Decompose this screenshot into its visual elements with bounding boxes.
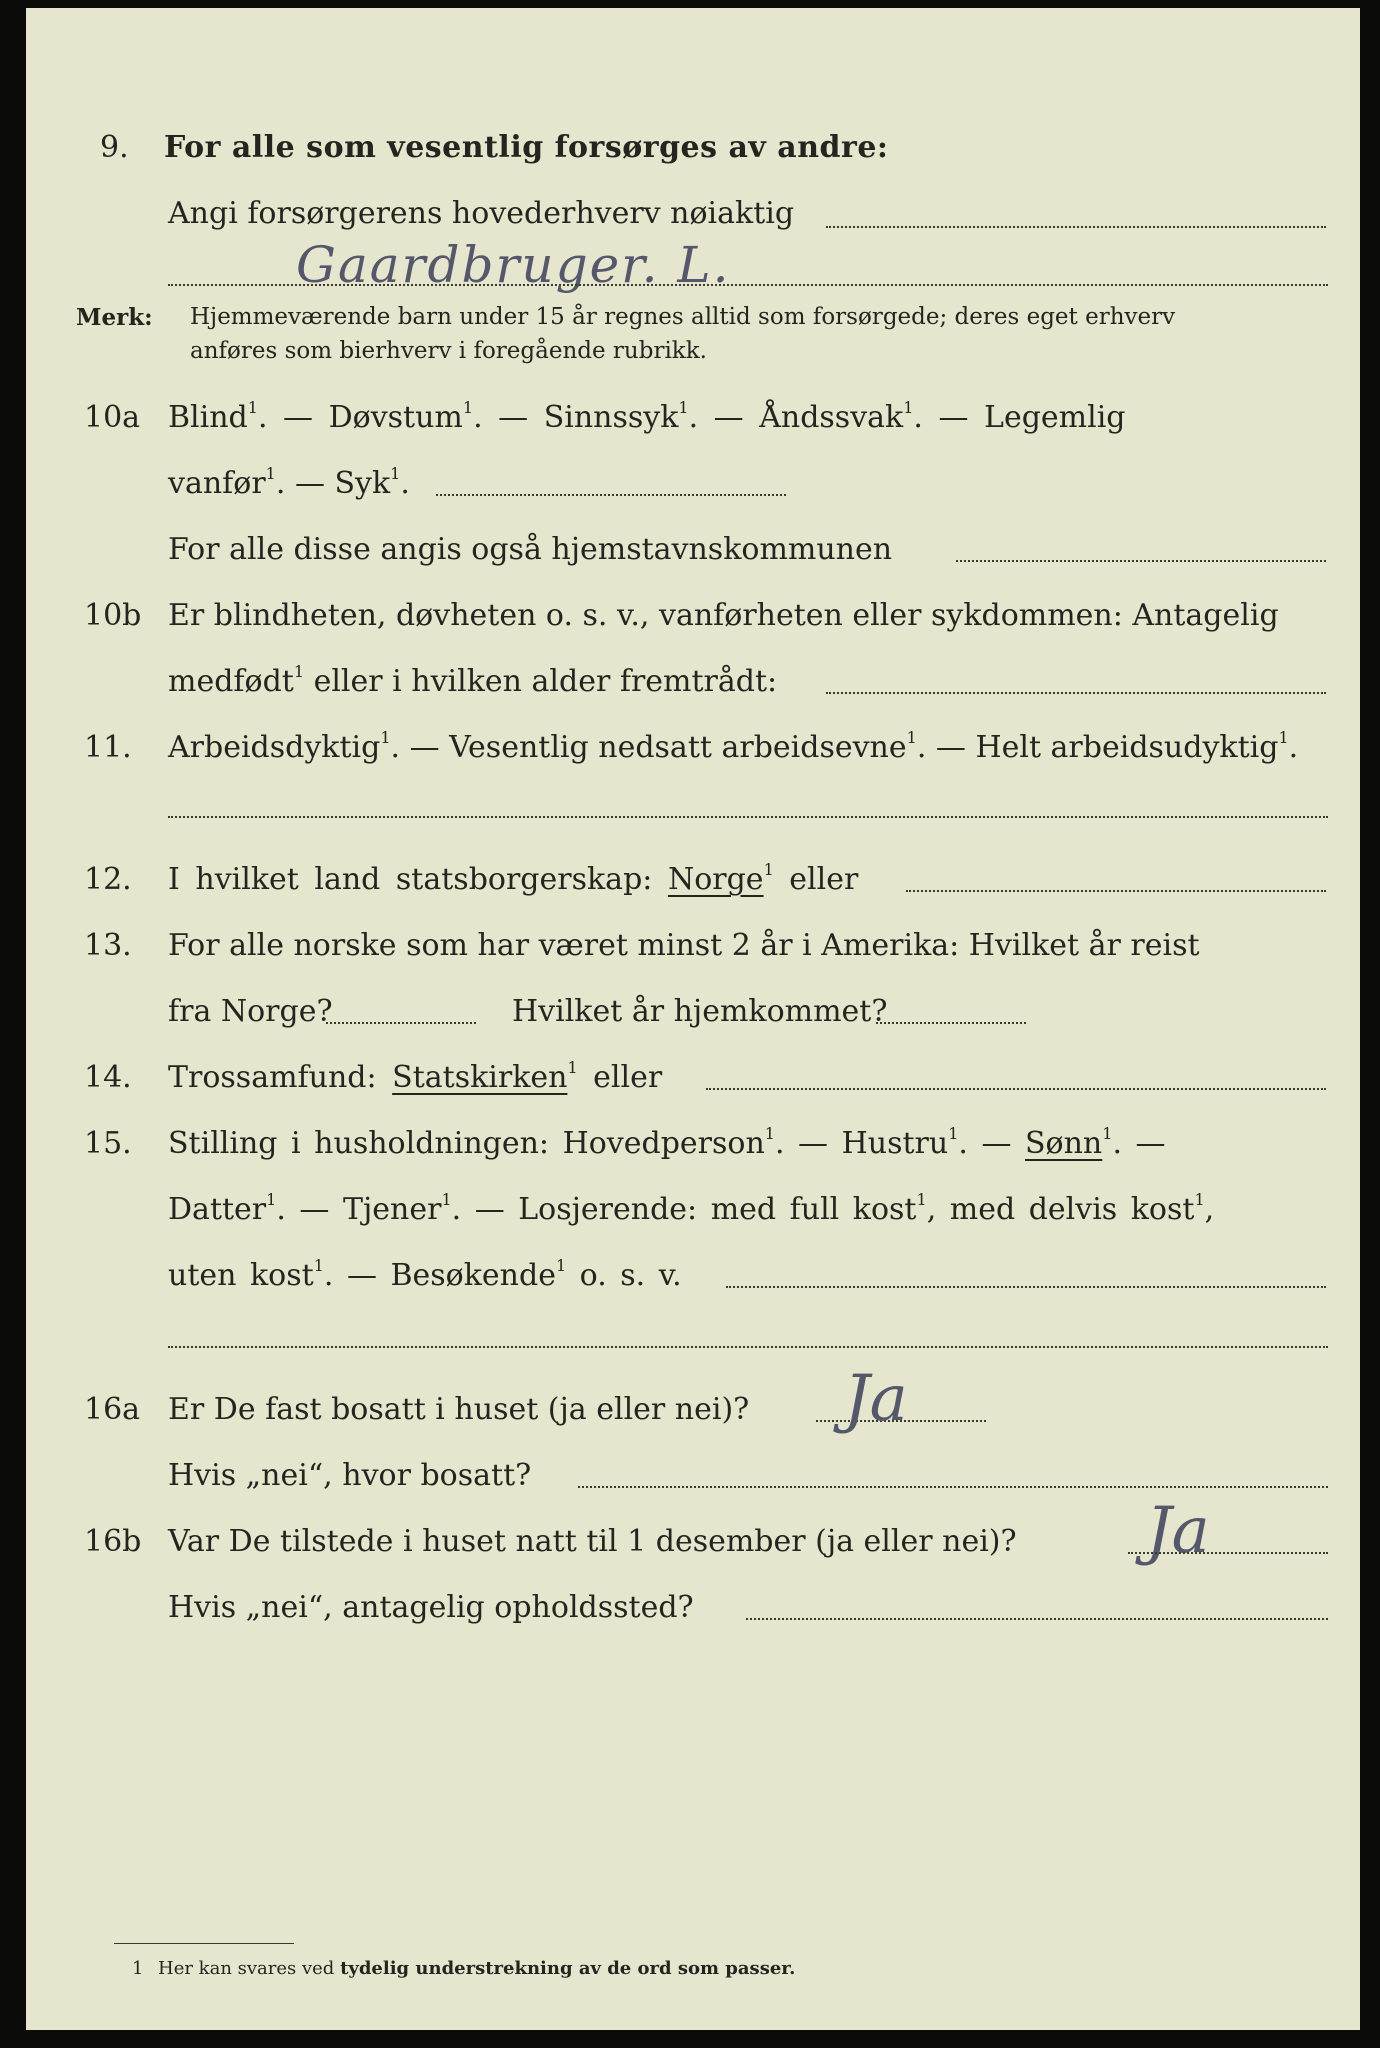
q14-fill-line — [706, 1088, 1326, 1090]
option-norge: Norge — [667, 862, 764, 897]
q16a-bosatt-line — [578, 1486, 1328, 1488]
option-losjerende: Losjerende: — [518, 1192, 698, 1227]
option-syk: Syk — [334, 466, 391, 501]
option-sinnssyk: Sinnssyk — [543, 400, 679, 435]
option-hovedperson: Hovedperson — [562, 1126, 765, 1161]
q15-line-1: Stilling i husholdningen: Hovedperson$^1$. — Hustru$^1$. — Sønn$^1$. — — [168, 1124, 1166, 1161]
q16b-handwritten-answer: Ja — [1146, 1494, 1210, 1568]
q10a-line-2: vanfør$^1$. — Syk$^1$. — [168, 464, 410, 501]
q16a-line-1: Er De fast bosatt i huset (ja eller nei)? — [168, 1392, 750, 1427]
q9-number: 9. — [100, 130, 129, 165]
q15-line-3: uten kost$^1$. — Besøkende$^1$ o. s. v. — [168, 1256, 682, 1293]
q9-title: For alle som vesentlig forsørges av andre: — [164, 130, 889, 165]
q10a-line-3: For alle disse angis også hjemstavnskommunen — [168, 532, 893, 567]
q9-fill-line — [826, 226, 1326, 228]
q10b-line-2: medfødt$^1$ eller i hvilken alder fremtrådt: — [168, 662, 778, 699]
q10b-number: 10b — [84, 598, 142, 633]
option-full-kost: med full kost — [710, 1192, 917, 1227]
q15-extra-line — [168, 1346, 1328, 1348]
option-medfodt: medfødt — [168, 664, 294, 699]
q16a-handwritten-answer: Ja — [844, 1362, 908, 1436]
census-form-page — [26, 8, 1360, 2030]
q10a-kommune-line — [956, 560, 1326, 562]
q10a-syk-line — [436, 494, 786, 496]
option-vanfor: vanfør — [168, 466, 266, 501]
option-uten-kost: uten kost — [168, 1258, 314, 1293]
footnote-mark: 1 — [132, 1958, 144, 1979]
q9-handwritten-answer: Gaardbruger. L. — [296, 236, 731, 294]
option-arbeidsdyktig: Arbeidsdyktig — [168, 730, 381, 765]
option-dovstum: Døvstum — [328, 400, 463, 435]
q9-label: Angi forsørgerens hovederhverv nøiaktig — [168, 196, 795, 231]
q11-fill-line — [168, 816, 1328, 818]
option-sonn: Sønn — [1025, 1126, 1103, 1161]
q16a-number: 16a — [84, 1392, 141, 1427]
q12-label: I hvilket land statsborgerskap: — [168, 862, 653, 897]
q12-number: 12. — [84, 862, 132, 897]
q13-line-1: For alle norske som har været minst 2 år i Amerika: Hvilket år reist — [168, 928, 1200, 963]
merk-line-2: anføres som bierhverv i foregående rubrikk. — [190, 338, 707, 364]
option-tjener: Tjener — [342, 1192, 442, 1227]
q10a-number: 10a — [84, 400, 141, 435]
q14-line: Trossamfund: Statskirken$^1$ eller — [168, 1058, 663, 1095]
q13-line-2a: fra Norge? — [168, 994, 333, 1029]
q11-number: 11. — [84, 730, 132, 765]
q14-number: 14. — [84, 1060, 132, 1095]
merk-line-1: Hjemmeværende barn under 15 år regnes alltid som forsørgede; deres eget erhverv — [190, 304, 1176, 330]
q15-fill-line — [726, 1286, 1326, 1288]
option-besokende: Besøkende — [390, 1258, 556, 1293]
q15-number: 15. — [84, 1126, 132, 1161]
q10b-fill-line — [826, 692, 1326, 694]
q12-fill-line — [906, 890, 1326, 892]
option-statskirken: Statskirken — [392, 1060, 568, 1095]
option-andssvak: Åndssvak — [759, 400, 904, 435]
q15-line-2: Datter$^1$. — Tjener$^1$. — Losjerende: med full kost$^1$, med delvis kost$^1$, — [168, 1190, 1215, 1227]
q15-label: Stilling i husholdningen: — [168, 1126, 550, 1161]
q13-reist-line — [326, 1022, 476, 1024]
q13-number: 13. — [84, 928, 132, 963]
q16b-line-1: Var De tilstede i huset natt til 1 desember (ja eller nei)? — [168, 1524, 1017, 1559]
merk-label: Merk: — [76, 304, 153, 331]
q10a-line-1: Blind$^1$. — Døvstum$^1$. — Sinnssyk$^1$. — Åndssvak$^1$. — Legemlig — [168, 398, 1126, 435]
q16b-number: 16b — [84, 1524, 142, 1559]
option-hustru: Hustru — [841, 1126, 949, 1161]
q10b-line-1: Er blindheten, døvheten o. s. v., vanførheten eller sykdommen: Antagelig — [168, 598, 1279, 633]
option-udyktig: Helt arbeidsudyktig — [975, 730, 1279, 765]
option-nedsatt: Vesentlig nedsatt arbeidsevne — [449, 730, 907, 765]
footnote-rule — [114, 1943, 294, 1944]
q13-line-2b: Hvilket år hjemkommet? — [512, 994, 888, 1029]
q14-label: Trossamfund: — [168, 1060, 377, 1095]
footnote-text: Her kan svares ved tydelig understrekning av de ord som passer. — [158, 1958, 796, 1979]
option-datter: Datter — [168, 1192, 267, 1227]
q12-line: I hvilket land statsborgerskap: Norge$^1$ eller — [168, 860, 859, 897]
q9-answer-line — [168, 284, 1328, 286]
q16b-answer-line — [1128, 1552, 1328, 1554]
q13-hjemkommet-line — [876, 1022, 1026, 1024]
q16a-line-2: Hvis „nei“, hvor bosatt? — [168, 1458, 532, 1493]
option-legemlig: Legemlig — [984, 400, 1126, 435]
q16b-line-2: Hvis „nei“, antagelig opholdssted? — [168, 1590, 694, 1625]
q11-options: Arbeidsdyktig$^1$. — Vesentlig nedsatt arbeidsevne$^1$. — Helt arbeidsudyktig$^1$. — [168, 728, 1299, 765]
option-blind: Blind — [168, 400, 248, 435]
q16b-opholdssted-line — [746, 1618, 1328, 1620]
option-delvis-kost: med delvis kost — [949, 1192, 1195, 1227]
